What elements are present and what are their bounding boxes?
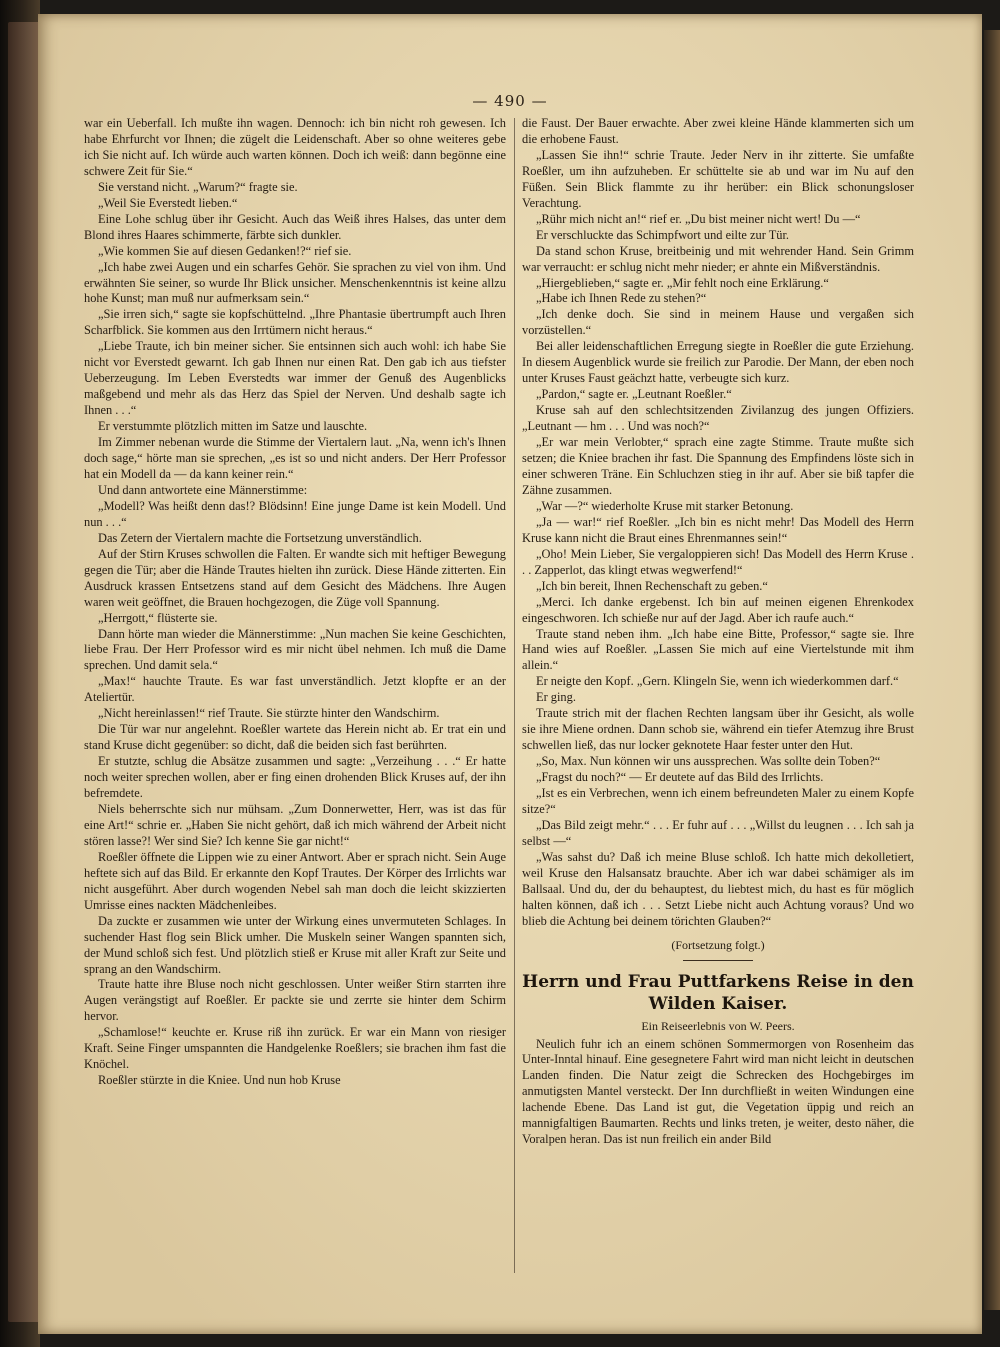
paragraph: Im Zimmer nebenan wurde die Stimme der Viertalern laut. „Na, wenn ich's Ihnen doch sage,“ hörte man sie sprechen, „es ist so und nicht anders. Der Herr Professor hat ein Modell da — da kann keiner rein.“ xyxy=(84,435,506,481)
paragraph: „Rühr mich nicht an!“ rief er. „Du bist meiner nicht wert! Du —“ xyxy=(536,211,861,226)
paragraph: „Wie kommen Sie auf diesen Gedanken!?“ rief sie. xyxy=(98,243,352,258)
paragraph: Roeßler öffnete die Lippen wie zu einer Antwort. Aber er sprach nicht. Sein Auge heftete sich auf das Bild. Er erkannte den Kopf Trautes. Der Körper des Irrlichts war nicht ausgeführt. Aber durch wogenden Nebel sah man doch die leicht skizzierten Umrisse eines nackten Mädchenleibes. xyxy=(84,849,506,912)
paragraph: Und dann antwortete eine Männerstimme: xyxy=(98,482,308,497)
paragraph: die Faust. Der Bauer erwachte. Aber zwei kleine Hände klammerten sich um die erhobene Faust. xyxy=(522,116,914,146)
paragraph: „Schamlose!“ keuchte er. Kruse riß ihn zurück. Er war ein Mann von riesiger Kraft. Seine Finger umspannten die Handgelenke Roeßlers; sie brachen ihm fast die Knöchel. xyxy=(84,1025,506,1072)
paragraph: „Er war mein Verlobter,“ sprach eine zagte Stimme. Traute mußte sich setzen; die Kniee brachen ihr fast. Die Spannung des Empfindens löste sich in einer schweren Träne. Ein Schluchzen stieg in ihr auf. Aber sie biß tapfer die Zähne zusammen. xyxy=(522,435,914,497)
paragraph: „Herrgott,“ flüsterte sie. xyxy=(98,610,218,625)
column-divider xyxy=(514,118,515,1273)
paragraph: „Fragst du noch?“ — Er deutete auf das Bild des Irrlichts. xyxy=(536,770,824,785)
paragraph: Dann hörte man wieder die Männerstimme: „Nun machen Sie keine Geschichten, liebe Frau. Der Herr Professor wird es mir nicht übel nehmen. Ich muß die Dame sprechen. Und damit sela.“ xyxy=(84,626,506,673)
paragraph: Traute strich mit der flachen Rechten langsam über ihr Gesicht, als wolle sie ihre Miene ordnen. Dann schob sie, während ein tiefer Atemzug ihre Brust schwellen ließ, das nur locker geknotete Haar fester unter den Hut. xyxy=(522,706,914,753)
paragraph: „Merci. Ich danke ergebenst. Ich bin auf meinen eigenen Ehrenkodex eingeschworen. Ich schieße nur auf der Jagd. Aber ich raufe auch.“ xyxy=(522,594,914,625)
paragraph: war ein Ueberfall. Ich mußte ihn wagen. Dennoch: ich bin nicht roh gewesen. Ich habe Ehrfurcht vor Ihnen; die zügelt die Leidenschaft. Aber so ohne weiteres gebe ich Sie nicht auf. Ich würde auch warten können. Doch ich weiß: dann begönne eine schwere Zeit für Sie.“ xyxy=(84,116,506,178)
paragraph: „Modell? Was heißt denn das!? Blödsinn! Eine junge Dame ist kein Modell. Und nun . . .“ xyxy=(84,498,506,529)
paragraph: „Was sahst du? Daß ich meine Bluse schloß. Ich hatte mich dekolletiert, weil Kruse den Halsansatz brauchte. Aber ich war dabei schämiger als im Ballsaal. Und du, der du behauptest, du liebtest mich, du hast es für möglich halten können, daß ich . . . Setzt Liebe nicht auch Achtung voraus? Und wo blieb die Achtung bei deinem törichten Glauben?“ xyxy=(522,849,914,928)
paragraph: Da zuckte er zusammen wie unter der Wirkung eines unvermuteten Schlages. In suchender Hast flog sein Blick umher. Die Muskeln seiner Wangen spannten sich, der Mund schloß sich fest. Und plötzlich stieß er Kruse mit aller Kraft zur Seite und sprang an den Wandschirm. xyxy=(84,913,506,976)
article-title-line-2: Wilden Kaiser. xyxy=(648,993,788,1014)
paragraph: „Oho! Mein Lieber, Sie vergaloppieren sich! Das Modell des Herrn Kruse . . . Zapperlot, das klingt etwas wegwerfend!“ xyxy=(522,546,914,577)
paragraph: Die Tür war nur angelehnt. Roeßler wartete das Herein nicht ab. Er trat ein und stand Kruse dicht gegenüber: so dicht, daß die beiden sich fast berührten. xyxy=(84,722,506,753)
paragraph: Das Zetern der Viertalern machte die Fortsetzung unverständlich. xyxy=(98,530,422,545)
paragraph: Traute hatte ihre Bluse noch nicht geschlossen. Unter weißer Stirn starrten ihre Augen verängstigt auf Roeßler. Er packte sie und zerrte sie hinter dem Schirm hervor. xyxy=(84,977,506,1024)
paragraph: „Lassen Sie ihn!“ schrie Traute. Jeder Nerv in ihr zitterte. Sie umfaßte Roeßler, um ihn aufzuheben. Er schüttelte sie ab und war im Nu auf den Füßen. Sein Blick flammte zu ihr herüber: ein Blick schonungsloser Verachtung. xyxy=(522,147,914,210)
paragraph: „War —?“ wiederholte Kruse mit starker Betonung. xyxy=(536,498,794,513)
paragraph: Da stand schon Kruse, breitbeinig und mit wehrender Hand. Sein Grimm war verraucht: er schlug nicht mehr nieder; er ahnte ein Mißverständnis. xyxy=(522,243,914,274)
paragraph: „Habe ich Ihnen Rede zu stehen?“ xyxy=(536,291,707,306)
paragraph: „Ich denke doch. Sie sind in meinem Hause und vergaßen sich vorzüstellen.“ xyxy=(522,307,914,338)
paragraph: Traute stand neben ihm. „Ich habe eine Bitte, Professor,“ sagte sie. Ihre Hand wies auf Roeßler. „Lassen Sie mich auf eine Viertelstunde mit ihm allein.“ xyxy=(522,626,914,673)
paragraph: Sie verstand nicht. „Warum?“ fragte sie. xyxy=(98,179,298,194)
paragraph: „Hiergeblieben,“ sagte er. „Mir fehlt noch eine Erklärung.“ xyxy=(536,275,829,290)
paragraph: „Nicht hereinlassen!“ rief Traute. Sie stürzte hinter den Wandschirm. xyxy=(98,706,440,721)
paragraph: Eine Lohe schlug über ihr Gesicht. Auch das Weiß ihres Halses, das unter dem Blond ihres Haares schimmerte, färbte sich dunkler. xyxy=(84,211,506,242)
paragraph: „Sie irren sich,“ sagte sie kopfschüttelnd. „Ihre Phantasie übertrumpft auch Ihren Scharfblick. Sie kommen aus den Irrtümern nicht heraus.“ xyxy=(84,307,506,338)
page-number: — 490 — xyxy=(472,92,548,110)
paragraph: Er stutzte, schlug die Absätze zusammen und sagte: „Verzeihung . . .“ Er hatte noch weiter sprechen wollen, aber er fing einen drohenden Blick Kruses auf, der ihn befremdete. xyxy=(84,754,506,801)
paragraph: Bei aller leidenschaftlichen Erregung siegte in Roeßler die gute Erziehung. In diesem Augenblick wurde sie freilich zur Parodie. Der Mann, der eben noch unter Kruses Faust geächzt hatte, verbeugte sich kurz. xyxy=(522,339,914,386)
paragraph: Er ging. xyxy=(536,690,576,705)
paragraph: Er verstummte plötzlich mitten im Satze und lauschte. xyxy=(98,419,368,434)
paragraph: „Max!“ hauchte Traute. Es war fast unverständlich. Jetzt klopfte er an der Ateliertür. xyxy=(84,674,506,705)
paragraph: „Liebe Traute, ich bin meiner sicher. Sie entsinnen sich auch wohl: ich habe Sie nicht vor Everstedt gewarnt. Ich gab Ihnen nur einen Rat. Den gab ich aus tiefster Ueberzeugung. Im Leben Everstedts war immer der Genuß des Augenblicks maßgebend und mehr als das Herz das Spiel der Nerven. Und deshalb sagte ich Ihnen . . .“ xyxy=(84,339,506,418)
paragraph: „Ich bin bereit, Ihnen Rechenschaft zu geben.“ xyxy=(536,578,768,593)
article-byline: Ein Reiseerlebnis von W. Peers. xyxy=(641,1018,795,1033)
paragraph: Roeßler stürzte in die Kniee. Und nun hob Kruse xyxy=(98,1073,341,1088)
paragraph: „Ist es ein Verbrechen, wenn ich einem befreundeten Maler zu einem Kopfe sitze?“ xyxy=(522,786,914,816)
paragraph: Er verschluckte das Schimpfwort und eilte zur Tür. xyxy=(536,227,790,242)
paragraph: „Weil Sie Everstedt lieben.“ xyxy=(98,195,238,210)
article-title xyxy=(522,971,914,1015)
article-body: Neulich fuhr ich an einem schönen Sommermorgen von Rosenheim das Unter-Inntal hinauf. Eine gesegnetere Fahrt wird man nicht leicht in deutschen Landen finden. Die Natur zeigt die Schrecken des Hochgebirges im anmutigsten Mantel versteckt. Der Inn durchfließt in weiten Windungen eine lachende Ebene. Das Land ist gut, die Vegetation üppig und reich an mannigfaltigen Baumarten. Rechts und links treten, je weiter, desto näher, die Voralpen heran. Das ist nun freilich ein ander Bild xyxy=(522,1036,914,1147)
story-continuation-text xyxy=(522,116,914,930)
paragraph: Er neigte den Kopf. „Gern. Klingeln Sie, wenn ich wiederkommen darf.“ xyxy=(536,674,899,689)
section-rule xyxy=(683,960,753,961)
next-page-edge xyxy=(984,30,1000,1310)
paragraph: Kruse sah auf den schlechtsitzenden Zivilanzug des jungen Offiziers. „Leutnant — hm . . . Und was noch?“ xyxy=(522,403,914,434)
left-column xyxy=(84,116,506,1089)
paragraph: „Das Bild zeigt mehr.“ . . . Er fuhr auf . . . „Willst du leugnen . . . Ich sah ja selbst —“ xyxy=(522,817,914,848)
right-column xyxy=(522,116,914,1148)
paragraph: Niels beherrschte sich nur mühsam. „Zum Donnerwetter, Herr, was ist das für eine Art!“ schrie er. „Haben Sie nicht gehört, daß ich mich während der Arbeit nicht stören lasse?! Wer sind Sie? Ich kenne Sie gar nicht!“ xyxy=(84,801,506,848)
paragraph: „Pardon,“ sagte er. „Leutnant Roeßler.“ xyxy=(536,387,732,402)
paragraph: „So, Max. Nun können wir uns aussprechen. Was sollte dein Toben?“ xyxy=(536,754,881,769)
paragraph: „Ja — war!“ rief Roeßler. „Ich bin es nicht mehr! Das Modell des Herrn Kruse kann nicht die Braut eines Ehrenmannes sein!“ xyxy=(522,514,914,545)
continuation-note: (Fortsetzung folgt.) xyxy=(671,937,765,952)
article-title-line-1: Herrn und Frau Puttfarkens Reise in den xyxy=(522,971,914,992)
paragraph: Auf der Stirn Kruses schwollen die Falten. Er wandte sich mit heftiger Bewegung gegen die Tür; aber die Hände Trautes hielten ihn zurück. Diese Hände zitterten. Ein Ausdruck krassen Entsetzens stand auf dem Gesicht des Mädchens. Ihre Augen waren weit geöffnet, die Brauen hochgezogen, die Züge voll Spannung. xyxy=(84,546,506,609)
paragraph: „Ich habe zwei Augen und ein scharfes Gehör. Sie sprachen zu viel von ihm. Und erwähnten Sie seiner, so wurde Ihr Blick unsicher. Menschenkenntnis ist keine allzu hohe Kunst; man muß nur aufmerksam sein.“ xyxy=(84,259,506,306)
